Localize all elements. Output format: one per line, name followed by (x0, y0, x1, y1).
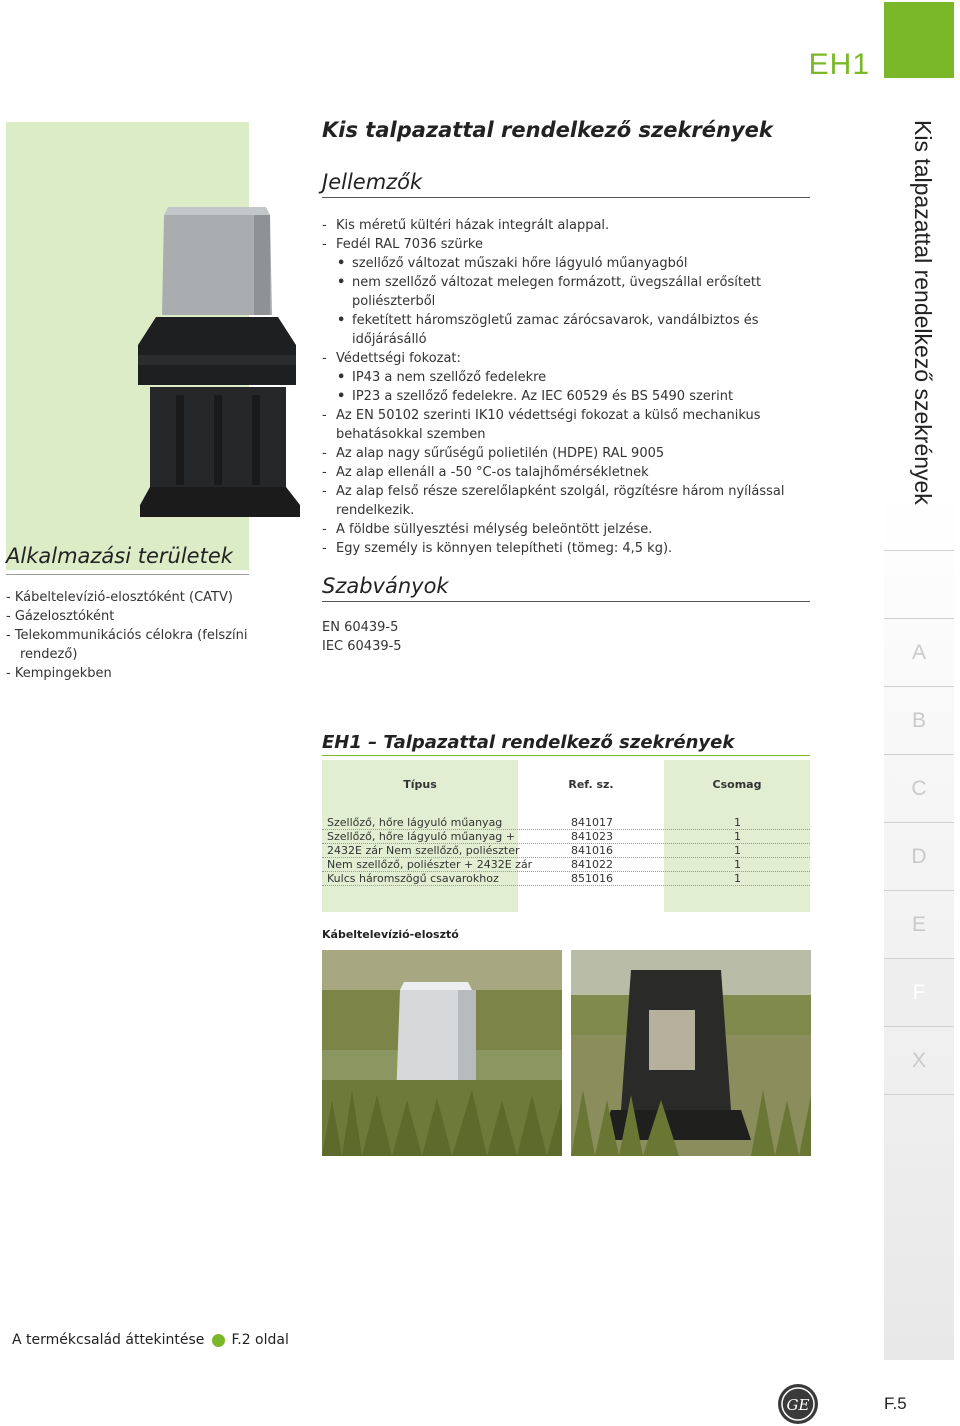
table-row: Kulcs háromszögű csavarokhoz 851016 1 (322, 872, 810, 886)
field-photo-cabinet (322, 950, 562, 1156)
side-tab-d[interactable]: D (884, 822, 954, 890)
list-item: - Védettségi fokozat: (322, 349, 812, 368)
table-title: EH1 – Talpazattal rendelkező szekrények (322, 732, 810, 756)
features-list (322, 216, 812, 558)
list-item: EN 60439-5 (322, 620, 399, 635)
list-item: • szellőző változat műszaki hőre lágyuló műanyagból (322, 254, 812, 273)
table-header-pack: Csomag (712, 778, 762, 791)
side-tab-e[interactable]: E (884, 890, 954, 958)
list-item: - Egy személy is könnyen telepítheti (tömeg: 4,5 kg). (322, 539, 812, 558)
list-item: - Kis méretű kültéri házak integrált alappal. (322, 216, 812, 235)
list-item: - Az alap ellenáll a -50 °C-os talajhőmérsékletnek (322, 463, 812, 482)
applications-list (6, 588, 249, 683)
page-number: F.5 (884, 1394, 907, 1413)
table-row: Szellőző, hőre lágyuló műanyag + 841023 1 (322, 830, 810, 844)
list-item: - Az EN 50102 szerinti IK10 védettségi fokozat a külső mechanikus behatásokkal szemben (322, 406, 812, 444)
table-row: Szellőző, hőre lágyuló műanyag 841017 1 (322, 816, 810, 830)
list-item: IEC 60439-5 (322, 639, 402, 654)
side-tab-b[interactable]: B (884, 686, 954, 754)
list-item: - Telekommunikációs célokra (felszíni rendező) (6, 628, 248, 662)
applications-heading: Alkalmazási területek (6, 540, 249, 575)
footer-nav-text: A termékcsalád áttekintése (12, 1332, 205, 1348)
ge-logo-icon (777, 1383, 819, 1425)
list-item: - Kempingekben (6, 666, 112, 681)
list-item: - Kábeltelevízió-elosztóként (CATV) (6, 590, 233, 605)
table-body (322, 816, 810, 886)
side-tab-x[interactable]: X (884, 1026, 954, 1094)
side-tab-blank (884, 550, 954, 618)
list-item: - Az alap felső része szerelőlapként szolgál, rögzítésre három nyílással rendelkezik. (322, 482, 812, 520)
footer-nav[interactable] (12, 1332, 289, 1348)
photo-caption: Kábeltelevízió-elosztó (322, 928, 459, 941)
list-item: • IP43 a nem szellőző fedelekre (322, 368, 812, 387)
list-item: • IP23 a szellőző fedelekre. Az IEC 60529 és BS 5490 szerint (322, 387, 812, 406)
list-item: - Fedél RAL 7036 szürke (322, 235, 812, 254)
side-tab-blank-end (884, 1094, 954, 1162)
chapter-code: EH1 (808, 48, 870, 81)
list-item: • feketített háromszögletű zamac zárócsavarok, vandálbiztos és időjárásálló (322, 311, 812, 349)
product-table (322, 760, 810, 912)
table-row: 2432E zár Nem szellőző, poliészter 841016 1 (322, 844, 810, 858)
table-header-ref: Ref. sz. (568, 778, 614, 791)
side-tabs (884, 550, 954, 1162)
list-item: - Az alap nagy sűrűségű polietilén (HDPE) RAL 9005 (322, 444, 812, 463)
footer-nav-link[interactable]: F.2 oldal (231, 1332, 289, 1348)
chapter-color-block (884, 2, 954, 78)
page-title: Kis talpazattal rendelkező szekrények (322, 118, 773, 142)
field-photo-open-cabinet (571, 950, 811, 1156)
product-image (136, 205, 306, 535)
table-header-type: Típus (403, 778, 437, 791)
ge-logo-text: GE (786, 1396, 810, 1414)
bullet-dot-icon (212, 1334, 225, 1347)
side-tab-f[interactable]: F (884, 958, 954, 1026)
features-heading: Jellemzők (322, 170, 810, 198)
list-item: - Gázelosztóként (6, 609, 115, 624)
side-tab-a[interactable]: A (884, 618, 954, 686)
table-row: Nem szellőző, poliészter + 2432E zár 841022 1 (322, 858, 810, 872)
standards-list (322, 618, 402, 656)
side-tab-c[interactable]: C (884, 754, 954, 822)
list-item: • nem szellőző változat melegen formázott, üvegszállal erősített poliészterből (322, 273, 812, 311)
list-item: - A földbe süllyesztési mélység beleöntött jelzése. (322, 520, 812, 539)
standards-heading: Szabványok (322, 574, 810, 602)
side-title: Kis talpazattal rendelkező szekrények (910, 120, 936, 505)
